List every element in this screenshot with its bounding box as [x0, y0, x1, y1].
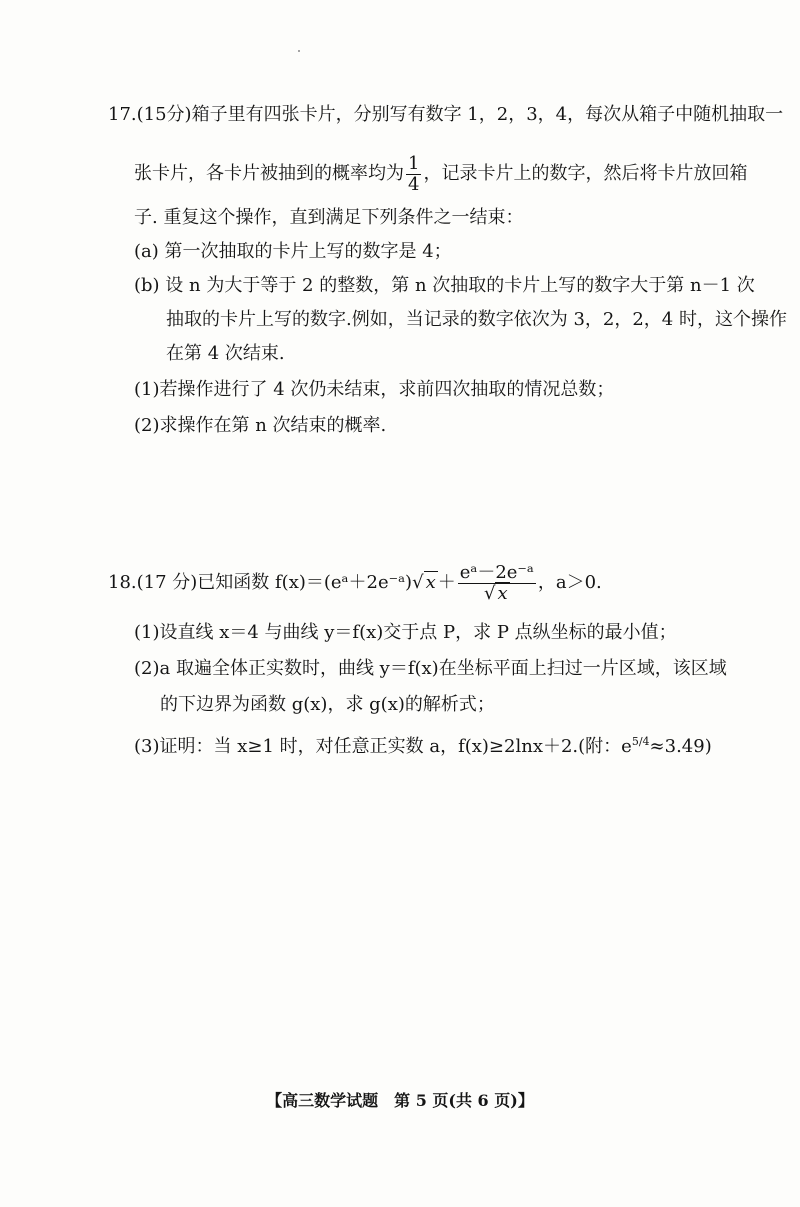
q18-intro-a: 18.(17 分)已知函数 f(x)＝(eᵃ＋2e⁻ᵃ)	[108, 572, 413, 593]
q18-sub3-exponent: 5/4	[631, 735, 650, 748]
q17-cond-b1: (b) 设 n 为大于等于 2 的整数，第 n 次抽取的卡片上写的数字大于第 n－1 次	[134, 275, 755, 296]
q18-frac-den	[458, 584, 536, 604]
q18-intro	[108, 561, 602, 605]
q17-frac-num: 1	[408, 152, 420, 174]
q17-cond-b3: 在第 4 次结束.	[166, 343, 285, 364]
q18-sub2-line1: (2)a 取遍全体正实数时，曲线 y＝f(x)在坐标平面上扫过一片区域，该区域	[134, 658, 727, 679]
speck-mark	[298, 50, 300, 52]
q17-line2-a: 张卡片，各卡片被抽到的概率均为	[134, 163, 404, 184]
q17-fraction	[406, 154, 421, 195]
q17-line1: 17.(15分)箱子里有四张卡片，分别写有数字 1，2，3，4，每次从箱子中随机抽取一	[108, 104, 784, 125]
q17-line2	[134, 152, 747, 196]
q17-cond-b2: 抽取的卡片上写的数字.例如，当记录的数字依次为 3，2，2，4 时，这个操作	[166, 309, 787, 330]
q17-cond-a: (a) 第一次抽取的卡片上写的数字是 4；	[134, 241, 452, 262]
q18-sqrt-term	[412, 561, 438, 605]
q18-intro-b: ，a＞0.	[537, 572, 602, 593]
page-footer: 【高三数学试题 第 5 页(共 6 页)】	[266, 1091, 534, 1110]
q18-plus: ＋	[437, 572, 456, 593]
q17-line2-b: ，记录卡片上的数字，然后将卡片放回箱	[423, 163, 748, 184]
q18-sqrt-var: x	[425, 572, 436, 593]
q17-line3: 子. 重复这个操作，直到满足下列条件之一结束：	[134, 207, 524, 228]
q18-sub3	[134, 730, 712, 759]
q18-frac-num: eᵃ－2e⁻ᵃ	[459, 561, 534, 583]
q18-sub1: (1)设直线 x＝4 与曲线 y＝f(x)交于点 P，求 P 点纵坐标的最小值；	[134, 622, 677, 643]
q17-sub1: (1)若操作进行了 4 次仍未结束，求前四次抽取的情况总数；	[134, 379, 615, 400]
q18-frac-den-var: x	[497, 582, 508, 604]
sqrt-symbol: √	[483, 582, 496, 604]
q18-sub3-a: (3)证明：当 x≥1 时，对任意正实数 a，f(x)≥2lnx＋2.(附：e	[134, 736, 632, 757]
q18-sub3-b: ≈3.49)	[649, 736, 712, 757]
q18-fraction	[458, 563, 536, 604]
q17-frac-den: 4	[408, 173, 420, 195]
q17-sub2: (2)求操作在第 n 次结束的概率.	[134, 415, 387, 436]
q18-sub2-line2: 的下边界为函数 g(x)，求 g(x)的解析式；	[160, 694, 495, 715]
sqrt-symbol: √	[412, 572, 424, 593]
